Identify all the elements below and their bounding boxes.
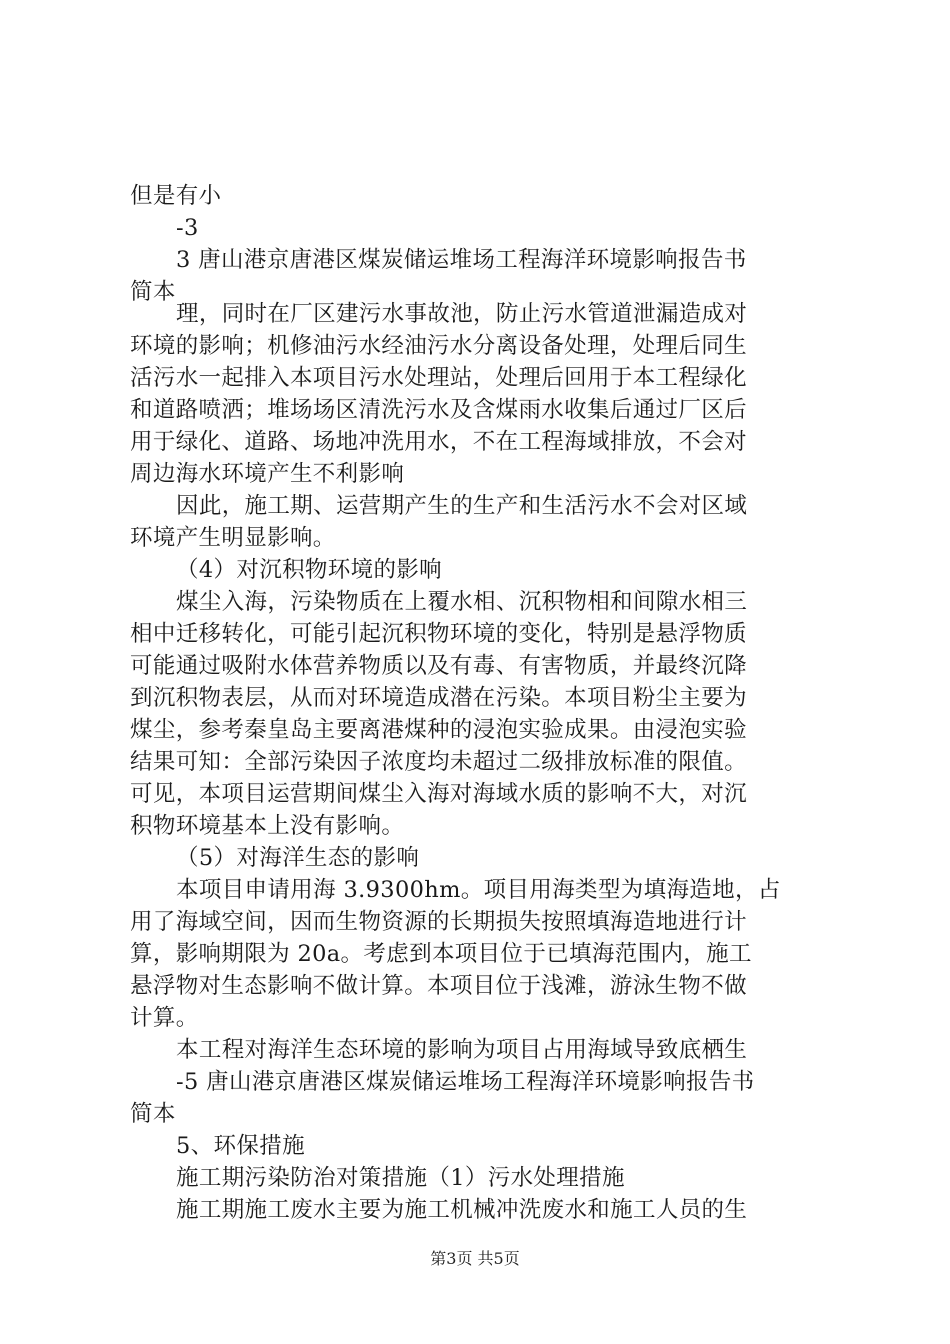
- text-line: -3: [176, 215, 199, 241]
- text-line: 可见，本项目运营期间煤尘入海对海域水质的影响不大，对沉: [130, 781, 747, 807]
- text-line: 环境产生明显影响。: [130, 525, 336, 551]
- text-line: 活污水一起排入本项目污水处理站，处理后回用于本工程绿化: [130, 365, 747, 391]
- text-line: 简本: [130, 279, 176, 305]
- text-line: -5 唐山港京唐港区煤炭储运堆场工程海洋环境影响报告书: [176, 1069, 755, 1095]
- section-heading: （4）对沉积物环境的影响: [176, 557, 443, 583]
- text-line: 到沉积物表层，从而对环境造成潜在污染。本项目粉尘主要为: [130, 685, 747, 711]
- text-line: 3 唐山港京唐港区煤炭储运堆场工程海洋环境影响报告书: [176, 247, 747, 273]
- text-line: 本项目申请用海 3.9300hm。项目用海类型为填海造地，占: [176, 877, 781, 903]
- text-line: 周边海水环境产生不利影响: [130, 461, 405, 487]
- text-line: 计算。: [130, 1005, 199, 1031]
- text-line: 施工期施工废水主要为施工机械冲洗废水和施工人员的生: [176, 1197, 748, 1223]
- text-line: 可能通过吸附水体营养物质以及有毒、有害物质，并最终沉降: [130, 653, 747, 679]
- text-line: 环境的影响；机修油污水经油污水分离设备处理，处理后同生: [130, 333, 747, 359]
- text-line: 但是有小: [130, 183, 222, 209]
- text-line: 本工程对海洋生态环境的影响为项目占用海域导致底栖生: [176, 1037, 748, 1063]
- text-line: 因此，施工期、运营期产生的生产和生活污水不会对区域: [176, 493, 748, 519]
- text-line: 用于绿化、道路、场地冲洗用水，不在工程海域排放，不会对: [130, 429, 747, 455]
- text-line: 悬浮物对生态影响不做计算。本项目位于浅滩，游泳生物不做: [130, 973, 747, 999]
- text-line: 理，同时在厂区建污水事故池，防止污水管道泄漏造成对: [176, 301, 748, 327]
- text-line: 煤尘，参考秦皇岛主要离港煤种的浸泡实验成果。由浸泡实验: [130, 717, 747, 743]
- text-line: 结果可知：全部污染因子浓度均未超过二级排放标准的限值。: [130, 749, 747, 775]
- text-line: 算，影响期限为 20a。考虑到本项目位于已填海范围内，施工: [130, 941, 752, 967]
- text-line: 用了海域空间，因而生物资源的长期损失按照填海造地进行计: [130, 909, 747, 935]
- text-line: 简本: [130, 1101, 176, 1127]
- section-heading: 5、环保措施: [176, 1133, 305, 1159]
- text-line: 相中迁移转化，可能引起沉积物环境的变化，特别是悬浮物质: [130, 621, 747, 647]
- text-line: 煤尘入海，污染物质在上覆水相、沉积物相和间隙水相三: [176, 589, 748, 615]
- text-line: 和道路喷洒；堆场场区清洗污水及含煤雨水收集后通过厂区后: [130, 397, 747, 423]
- text-line: 施工期污染防治对策措施（1）污水处理措施: [176, 1165, 625, 1191]
- section-heading: （5）对海洋生态的影响: [176, 845, 420, 871]
- page-number-footer: 第3页 共5页: [430, 1249, 520, 1268]
- text-line: 积物环境基本上没有影响。: [130, 813, 405, 839]
